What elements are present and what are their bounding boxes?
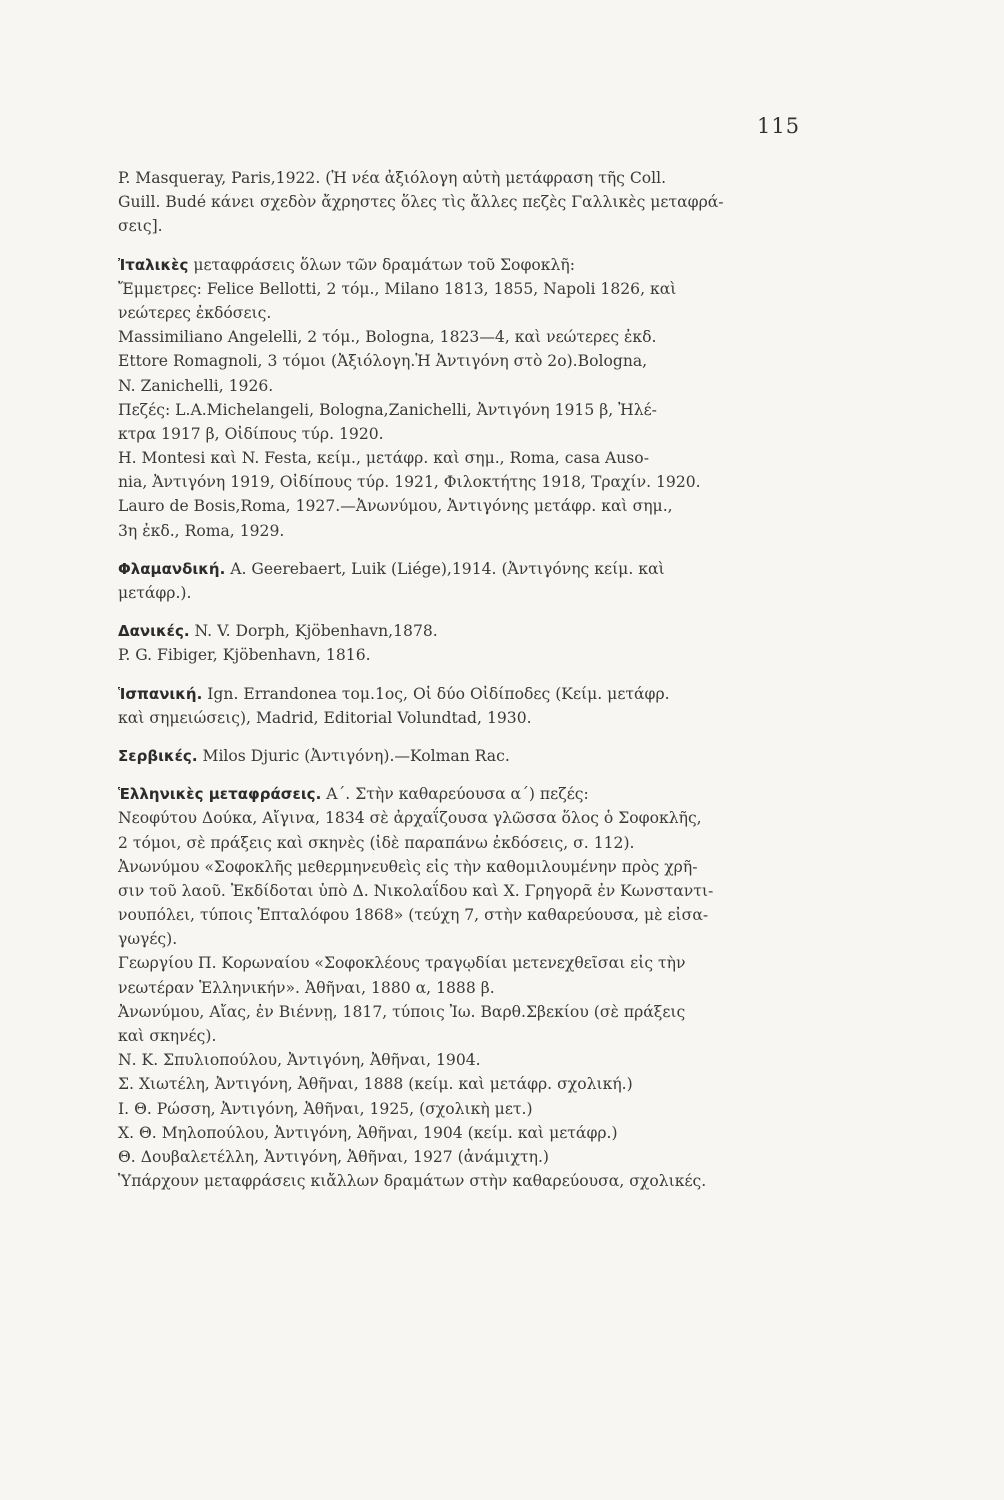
text-line: νεωτέραν Ἑλληνικήν». Ἀθῆναι, 1880 α, 1888 β. [118,978,495,997]
text-line: Guill. Budé κάνει σχεδὸν ἄχρηστες ὅλες τὶς ἄλλες πεζὲς Γαλλικὲς μεταφρά- [118,193,724,212]
text-line: P. G. Fibiger, Kjöbenhavn, 1816. [118,646,371,665]
text-line: N. Zanichelli, 1926. [118,376,274,395]
text-line: 2 τόμοι, σὲ πράξεις καὶ σκηνὲς (ἰδὲ παραπάνω ἐκδόσεις, σ. 112). [118,833,635,852]
text-line: Θ. Δουβαλετέλλη, Ἀντιγόνη, Ἀθῆναι, 1927 (ἀνάμιχτη.) [118,1147,549,1166]
text-line: Lauro de Bosis,Roma, 1927.—Ἀνωνύμου, Ἀντιγόνης μετάφρ. καὶ σημ., [118,497,673,516]
text-line: νεώτερες ἐκδόσεις. [118,303,272,322]
text-line: P. Masqueray, Paris,1922. (Ἡ νέα ἀξιόλογη αὐτὴ μετάφραση τῆς Coll. [118,169,667,187]
body-text [118,166,818,1193]
text-line: Ι. Θ. Ρώσση, Ἀντιγόνη, Ἀθῆναι, 1925, (σχολικὴ μετ.) [118,1099,533,1118]
text-run: μεταφράσεις ὅλων τῶν δραμάτων τοῦ Σοφοκλῆ: [188,255,575,274]
text-line: σιν τοῦ λαοῦ. Ἐκδίδοται ὑπὸ Δ. Νικολαΐδου καὶ Χ. Γρηγορᾶ ἐν Κωνσταντι- [118,881,714,900]
section-first-line [118,744,818,768]
text-line: καὶ σημειώσεις), Madrid, Editorial Volundtad, 1930. [118,708,532,727]
text-line: Ἔμμετρες: Felice Bellotti, 2 τόμ., Milano 1813, 1855, Napoli 1826, καὶ [118,279,677,298]
text-line: κτρα 1917 β, Οἰδίπους τύρ. 1920. [118,424,384,443]
text-line: 3η ἐκδ., Roma, 1929. [118,521,285,540]
text-run: Milos Djuric (Ἀντιγόνη).—Kolman Rac. [197,746,510,765]
section-heading-danish: Δανικές. [118,622,190,641]
text-line: H. Montesi καὶ N. Festa, κείμ., μετάφρ. καὶ σημ., Roma, casa Auso- [118,449,649,468]
text-line: Ettore Romagnoli, 3 τόμοι (Ἀξιόλογη.Ἡ Ἀντιγόνη στὸ 2ο).Bologna, [118,352,648,371]
text-line: Σ. Χιωτέλη, Ἀντιγόνη, Ἀθῆναι, 1888 (κείμ. καὶ μετάφρ. σχολική.) [118,1075,633,1094]
text-line: νουπόλει, τύποις Ἑπταλόφου 1868» (τεύχη 7, στὴν καθαρεύουσα, μὲ εἰσα- [118,906,709,925]
text-run: Α΄. Στὴν καθαρεύουσα α΄) πεζές: [321,785,589,804]
text-line: γωγές). [118,930,178,949]
text-line: nia, Ἀντιγόνη 1919, Οἰδίπους τύρ. 1921, Φιλοκτήτης 1918, Τραχίν. 1920. [118,473,701,492]
section-first-line [118,253,818,277]
text-line: καὶ σκηνές). [118,1027,217,1045]
section-first-line [118,557,818,581]
text-line: Ὑπάρχουν μεταφράσεις κιἄλλων δραμάτων στὴν καθαρεύουσα, σχολικές. [118,1172,707,1191]
text-line: μετάφρ.). [118,584,192,602]
text-line: Massimiliano Angelelli, 2 τόμ., Bologna, 1823—4, καὶ νεώτερες ἐκδ. [118,328,657,347]
text-run: N. V. Dorph, Kjöbenhavn,1878. [189,622,438,641]
section-heading-serbian: Σερβικές. [118,746,198,765]
section-heading-italian: Ἰταλικὲς [118,255,189,274]
text-line: Ἀνωνύμου «Σοφοκλῆς μεθερμηνευθεὶς εἰς τὴν καθομιλουμένην πρὸς χρῆ- [118,857,698,876]
text-line: Ἀνωνύμου, Αἴας, ἐν Βιέννῃ, 1817, τύποις Ἰω. Βαρθ.Σβεκίου (σὲ πράξεις [118,1002,686,1021]
text-line: Γεωργίου Π. Κορωναίου «Σοφοκλέους τραγῳδίαι μετενεχθεῖσαι εἰς τὴν [118,954,686,973]
section-heading-flemish: Φλαμανδική. [118,559,226,578]
text-run: Ign. Errandonea τομ.1ος, Οἱ δύο Οἰδίποδες (Κείμ. μετάφρ. [202,684,670,703]
section-first-line [118,619,818,643]
section-heading-spanish: Ἱσπανική. [118,684,203,703]
text-line: Πεζές: L.A.Michelangeli, Bologna,Zanichelli, Ἀντιγόνη 1915 β, Ἠλέ- [118,400,657,419]
text-run: A. Geerebaert, Luik (Liége),1914. (Ἀντιγόνης κείμ. καὶ [225,559,665,578]
text-line: Ν. Κ. Σπυλιοπούλου, Ἀντιγόνη, Ἀθῆναι, 1904. [118,1051,481,1070]
text-line: σεις]. [118,217,163,236]
section-first-line [118,782,818,806]
text-line: Νεοφύτου Δούκα, Αἴγινα, 1834 σὲ ἀρχαΐζουσα γλῶσσα ὅλος ὁ Σοφοκλῆς, [118,809,702,828]
section-first-line [118,682,818,706]
text-line: Χ. Θ. Μηλοπούλου, Ἀντιγόνη, Ἀθῆναι, 1904 (κείμ. καὶ μετάφρ.) [118,1123,618,1142]
page-number: 115 [757,114,801,138]
section-heading-greek: Ἑλληνικὲς μεταφράσεις. [118,785,322,804]
